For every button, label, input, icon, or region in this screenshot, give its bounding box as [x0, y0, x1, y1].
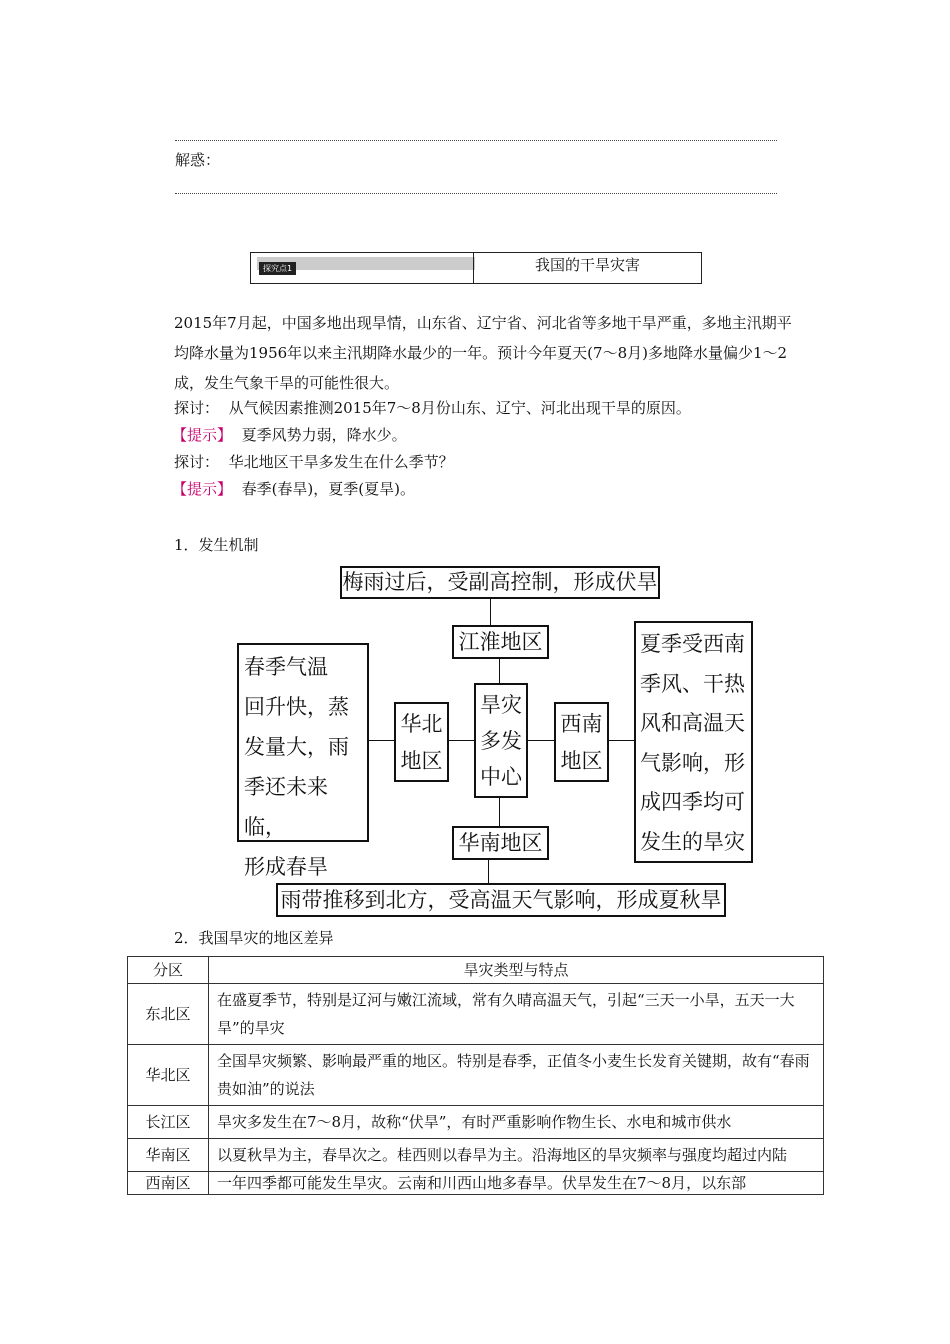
- dotted-rule-bottom: [175, 193, 777, 194]
- qa-question-1: [174, 393, 794, 423]
- table-row: [128, 1106, 824, 1139]
- huabei-line: 地区: [400, 749, 443, 773]
- diagram-top-box: 梅雨过后，受副高控制，形成伏旱: [340, 566, 660, 599]
- summer-line: 夏季受西南: [640, 632, 745, 656]
- connector-top: [490, 598, 491, 626]
- jiehuo-label: 解惑：: [175, 151, 221, 169]
- summer-line: 气影响，形: [640, 750, 745, 775]
- connector-xinan-summer: [608, 740, 634, 741]
- section-header: [250, 252, 702, 284]
- table-cell-zone: 华北区: [128, 1045, 209, 1106]
- table-row: [128, 984, 824, 1045]
- table-cell-desc: 全国旱灾频繁、影响最严重的地区。特别是春季，正值冬小麦生长发育关键期，故有“春雨贵如油”的说法: [209, 1045, 824, 1106]
- table-header-zone: 分区: [128, 957, 209, 984]
- diagram-bottom-box: 雨带推移到北方，受高温天气影响，形成夏秋旱: [276, 883, 726, 917]
- table-cell-zone: 西南区: [128, 1172, 209, 1195]
- spring-line: 春季气温: [244, 655, 328, 679]
- hint-label: 【提示】: [172, 480, 233, 498]
- spring-line: 季还未来临，: [244, 775, 328, 839]
- diagram-spring-box: [237, 643, 369, 879]
- diagram-huabei-box: [394, 702, 449, 782]
- connector-bottom: [488, 858, 489, 884]
- table-row: [128, 1172, 824, 1195]
- diagram-jianghuai-box: 江淮地区: [452, 625, 549, 659]
- diagram-huanan-box: 华南地区: [452, 826, 549, 860]
- drought-region-table: [127, 956, 824, 1195]
- qa-answer-2: [172, 474, 792, 504]
- intro-paragraph: 2015年7月起，中国多地出现旱情，山东省、辽宁省、河北省等多地干旱严重，多地主汛期平均降水量为1956年以来主汛期降水最少的一年。预计今年夏天(7～8月)多地降水量偏少1～2成，发生气象干旱的可能性很大。: [174, 314, 792, 392]
- table-cell-zone: 东北区: [128, 984, 209, 1045]
- summer-line: 季风、干热: [640, 671, 745, 696]
- xinan-line: 地区: [560, 749, 603, 773]
- table-row: [128, 1045, 824, 1106]
- table-header-row: [128, 957, 824, 984]
- hint-label: 【提示】: [172, 426, 233, 444]
- qa-question-label: 探讨：: [174, 453, 220, 471]
- section-tag-label: 探究点1: [259, 262, 296, 275]
- connector-huabei-center: [449, 740, 475, 741]
- heading-regional-differences: 2．我国旱灾的地区差异: [174, 929, 334, 947]
- summer-line: 发生的旱灾: [640, 829, 745, 854]
- section-title: 我国的干旱灾害: [534, 256, 640, 274]
- connector-spring-huabei: [369, 740, 395, 741]
- qa-answer-1: [172, 420, 792, 450]
- spring-line: 形成春旱: [244, 855, 328, 879]
- table-cell-desc: 以夏秋旱为主，春旱次之。桂西则以春旱为主。沿海地区的旱灾频率与强度均超过内陆: [209, 1139, 824, 1172]
- heading-mechanism: 1．发生机制: [174, 536, 259, 554]
- spring-line: 发量大，雨: [244, 735, 349, 759]
- huabei-line: 华北: [400, 712, 443, 736]
- spring-line: 回升快，蒸: [244, 695, 349, 719]
- qa-answer-text: 春季(春旱)，夏季(夏旱)。: [241, 480, 415, 498]
- qa-answer-text: 夏季风势力弱，降水少。: [241, 426, 407, 444]
- table-row: [128, 1139, 824, 1172]
- diagram-summer-box: [634, 621, 753, 863]
- table-cell-desc: 一年四季都可能发生旱灾。云南和川西山地多春旱。伏旱发生在7～8月，以东部: [209, 1172, 824, 1195]
- connector-jianghuai-center: [499, 657, 500, 683]
- table-header-desc: 旱灾类型与特点: [209, 957, 824, 984]
- connector-center-huanan: [499, 797, 500, 826]
- table-cell-desc: 旱灾多发生在7～8月，故称“伏旱”，有时严重影响作物生长、水电和城市供水: [209, 1106, 824, 1139]
- diagram-xinan-box: [554, 702, 609, 782]
- qa-question-label: 探讨：: [174, 399, 220, 417]
- table-cell-desc: 在盛夏季节，特别是辽河与嫩江流域，常有久晴高温天气，引起“三天一小旱，五天一大旱”的旱灾: [209, 984, 824, 1045]
- dotted-rule-top: [175, 140, 777, 141]
- connector-center-xinan: [527, 740, 554, 741]
- xinan-line: 西南: [560, 712, 603, 736]
- center-line: 多发: [480, 729, 522, 753]
- qa-question-text: 从气候因素推测2015年7～8月份山东、辽宁、河北出现干旱的原因。: [228, 399, 691, 417]
- qa-question-text: 华北地区干旱多发生在什么季节？: [228, 453, 454, 471]
- summer-line: 风和高温天: [640, 711, 745, 735]
- center-line: 中心: [480, 765, 522, 789]
- diagram-center-box: [474, 683, 528, 798]
- center-line: 旱灾: [480, 693, 522, 717]
- qa-question-2: [174, 447, 794, 477]
- table-cell-zone: 华南区: [128, 1139, 209, 1172]
- summer-line: 成四季均可: [640, 790, 745, 814]
- section-tag: [257, 257, 475, 273]
- table-cell-zone: 长江区: [128, 1106, 209, 1139]
